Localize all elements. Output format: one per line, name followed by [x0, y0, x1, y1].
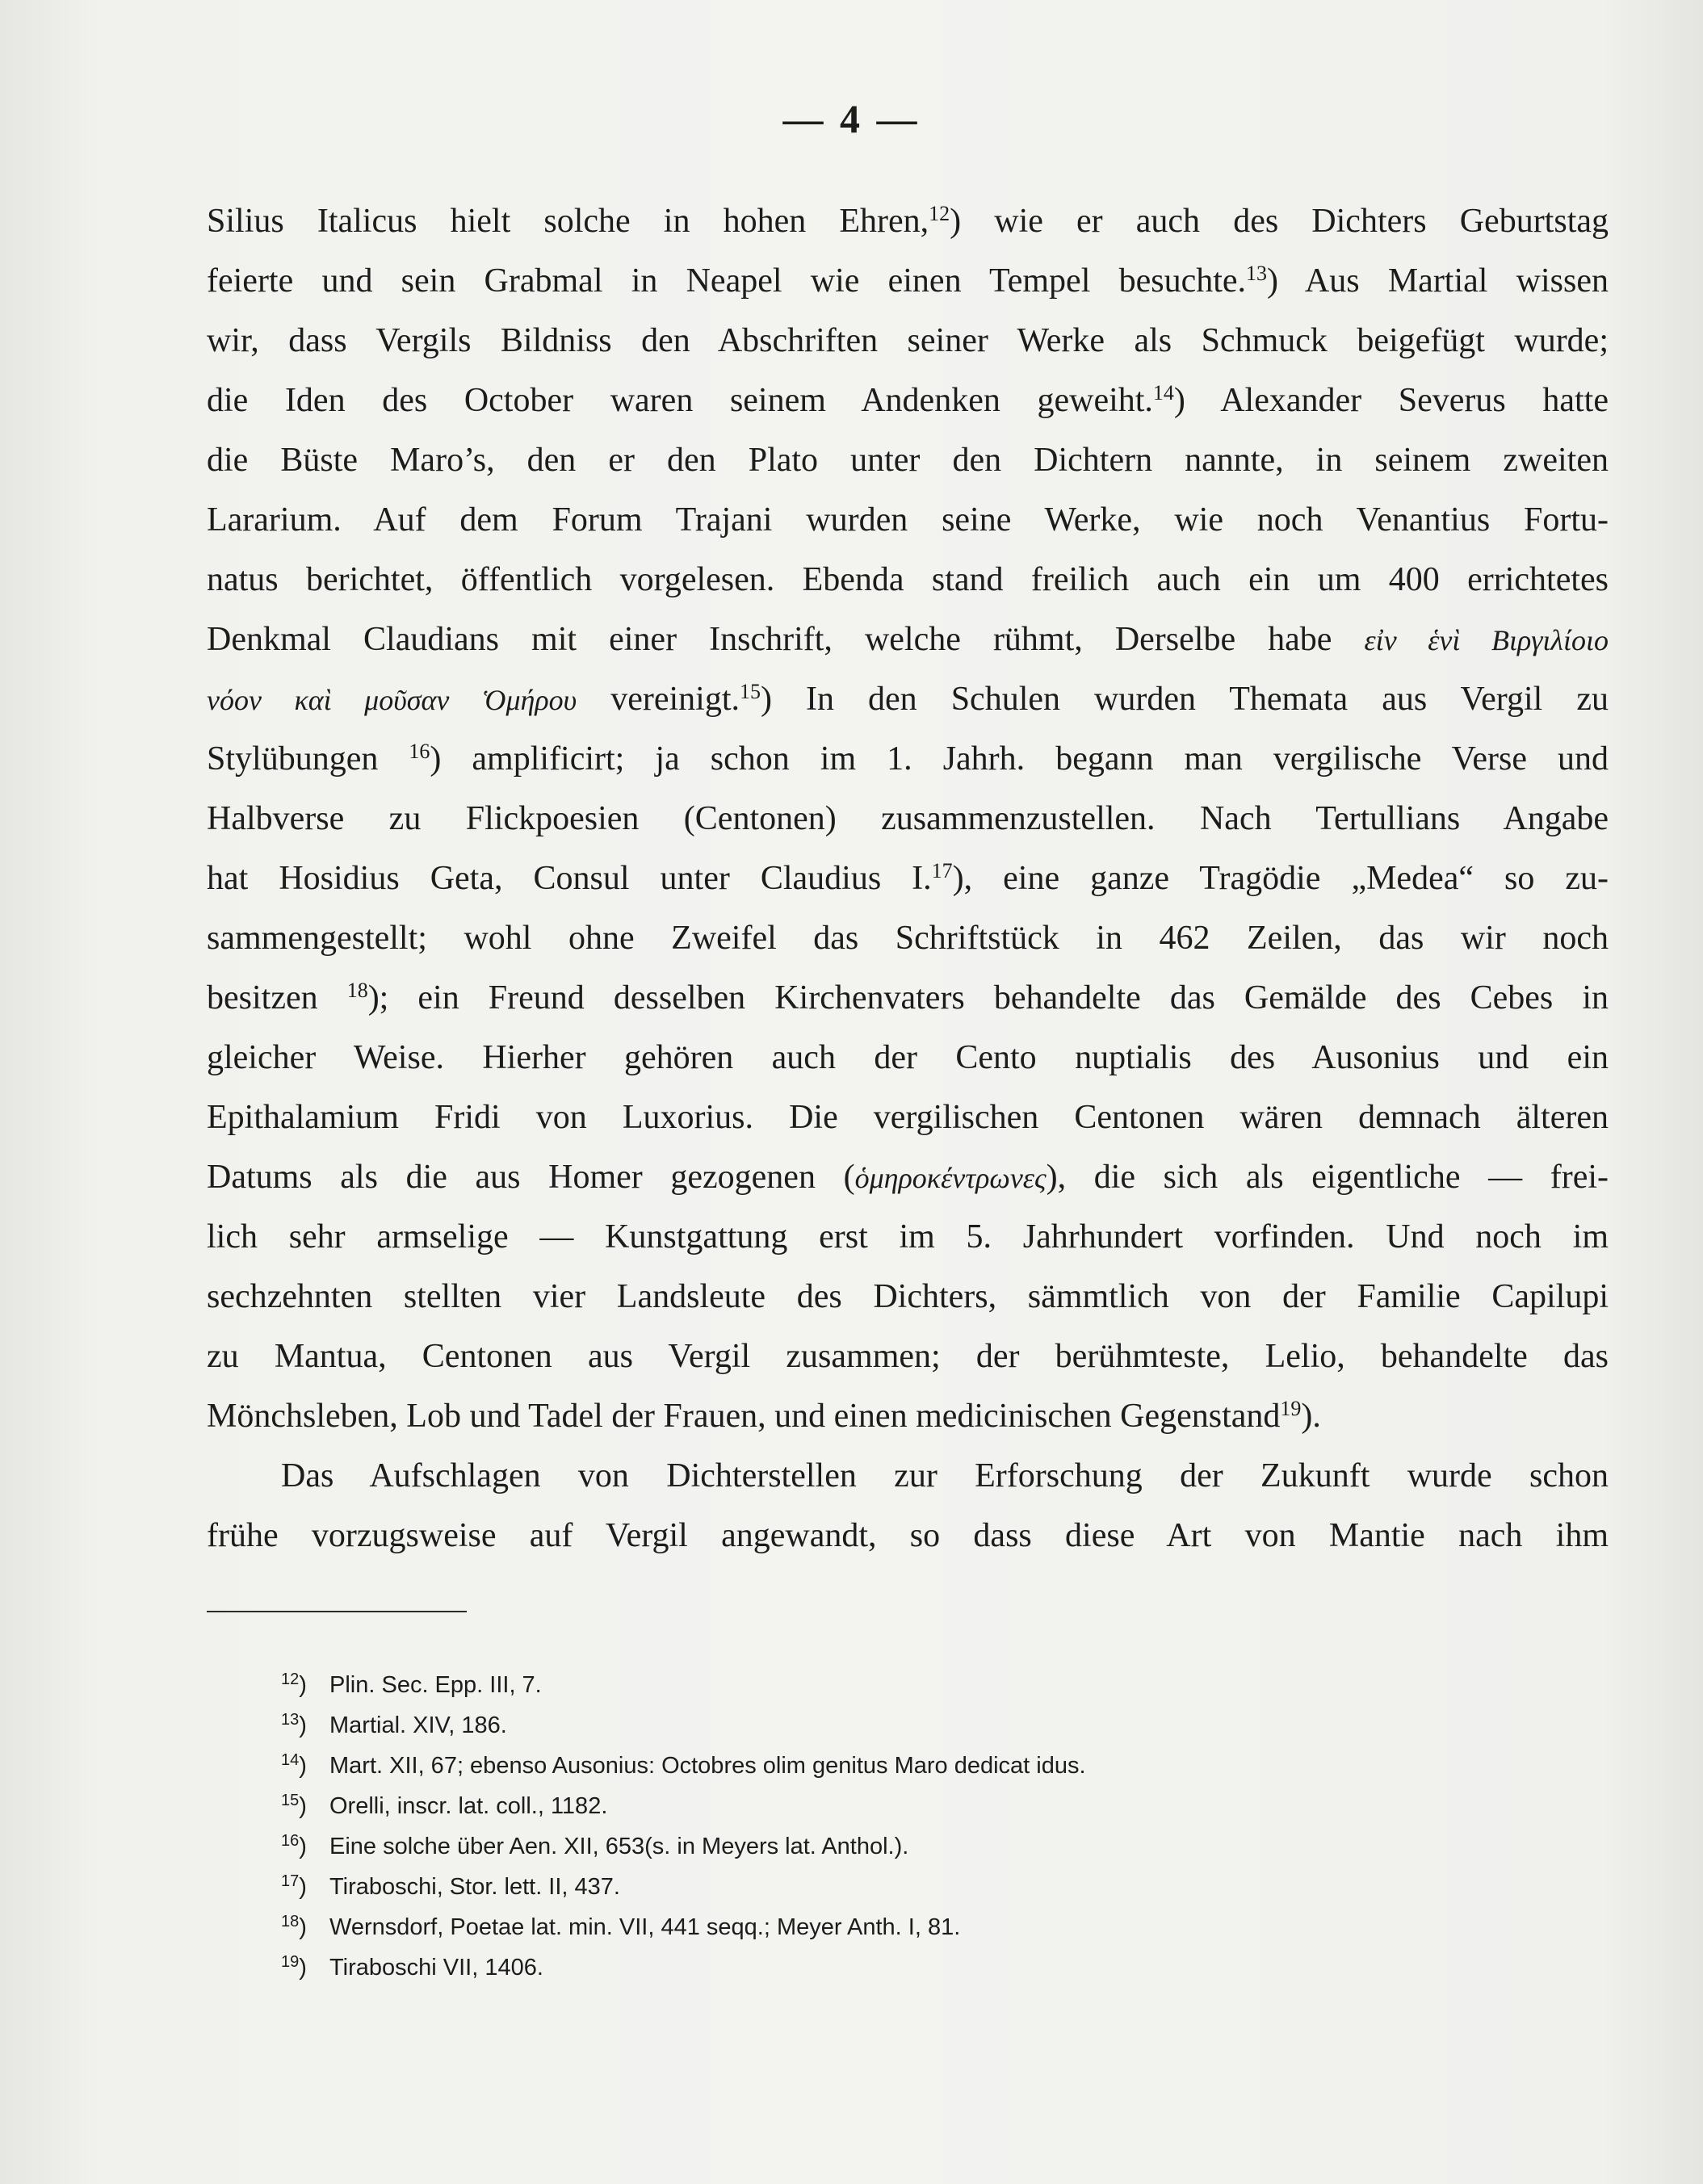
text-line: lich sehr armselige — Kunstgattung erst im 5. Jahrhundert vorfinden. Und noch im	[207, 1218, 1609, 1255]
footnote-rule	[207, 1611, 467, 1612]
footnote-text: Eine solche über Aen. XII, 653(s. in Meyers lat. Anthol.).	[329, 1834, 909, 1859]
footnote	[281, 1665, 1573, 1705]
footnote-number: $^{12}$)	[281, 1670, 307, 1698]
footnote-number: $^{15}$)	[281, 1792, 307, 1819]
text-line: Silius Italicus hielt solche in hohen Ehren,$^{12}$) wie er auch des Dichters Geburtstag	[207, 202, 1609, 240]
text-line: hat Hosidius Geta, Consul unter Claudius I.$^{17}$), eine ganze Tragödie „Medea“ so zu-	[207, 859, 1609, 897]
footnote	[281, 1907, 1573, 1947]
footnote-number: $^{17}$)	[281, 1872, 307, 1900]
text-line: Stylübungen $^{16}$) amplificirt; ja schon im 1. Jahrh. begann man vergilische Verse und	[207, 740, 1609, 778]
greek-quote: εἰν ἑνὶ Βιργιλίοιο	[1364, 624, 1609, 656]
footnote-number: $^{13}$)	[281, 1711, 307, 1738]
footnote-ref: 18	[346, 979, 368, 1002]
footnote-text: Orelli, inscr. lat. coll., 1182.	[329, 1793, 608, 1819]
text-line: die Iden des October waren seinem Andenken geweiht.$^{14}$) Alexander Severus hatte	[207, 381, 1609, 419]
footnote	[281, 1826, 1573, 1867]
text-line: Denkmal Claudians mit einer Inschrift, welche rühmt, Derselbe habe εἰν ἑνὶ Βιργιλίοιο	[207, 621, 1609, 658]
text-line: Mönchsleben, Lob und Tadel der Frauen, und einen medicinischen Gegenstand$^{19}$).	[207, 1397, 1321, 1435]
footnote-text: Tiraboschi, Stor. lett. II, 437.	[329, 1874, 620, 1900]
text-line: Datums als die aus Homer gezogenen (ὁμηροκέντρωνες), die sich als eigentliche — frei-	[207, 1159, 1609, 1196]
greek-word: ὁμηροκέντρωνες	[854, 1162, 1047, 1194]
text-line: Halbverse zu Flickpoesien (Centonen) zusammenzustellen. Nach Tertullians Angabe	[207, 800, 1609, 837]
text-line: νόον καὶ μοῦσαν Ὁμήρου vereinigt.$^{15}$) In den Schulen wurden Themata aus Vergil zu	[207, 680, 1609, 718]
footnote-text: Martial. XIV, 186.	[329, 1712, 507, 1738]
footnote-text: Plin. Sec. Epp. III, 7.	[329, 1672, 542, 1698]
footnote-number: $^{14}$)	[281, 1751, 307, 1779]
footnote-ref: 13	[1246, 262, 1268, 285]
footnote	[281, 1746, 1573, 1786]
text-line: natus berichtet, öffentlich vorgelesen. Ebenda stand freilich auch ein um 400 errichtetes	[207, 561, 1609, 598]
footnote	[281, 1786, 1573, 1826]
footnote	[281, 1867, 1573, 1907]
footnote-number: $^{19}$)	[281, 1953, 307, 1981]
text-line: besitzen $^{18}$); ein Freund desselben Kirchenvaters behandelte das Gemälde des Cebes in	[207, 979, 1609, 1017]
footnote	[281, 1705, 1573, 1746]
footnote-ref: 16	[409, 740, 430, 763]
footnote-text: Tiraboschi VII, 1406.	[329, 1955, 543, 1981]
footnote-ref: 15	[740, 680, 761, 703]
footnotes	[281, 1665, 1573, 1988]
body-text	[207, 191, 1609, 1566]
footnote-text: Mart. XII, 67; ebenso Ausonius: Octobres olim genitus Maro dedicat idus.	[329, 1753, 1086, 1779]
footnote-ref: 19	[1280, 1397, 1302, 1420]
text-line: feierte und sein Grabmal in Neapel wie einen Tempel besuchte.$^{13}$) Aus Martial wissen	[207, 262, 1609, 300]
footnote-ref: 14	[1152, 381, 1174, 405]
footnote-number: $^{16}$)	[281, 1832, 307, 1859]
footnote-ref: 12	[929, 202, 950, 225]
text-line: Das Aufschlagen von Dichterstellen zur Erforschung der Zukunft wurde schon	[281, 1457, 1609, 1494]
footnote-number: $^{18}$)	[281, 1913, 307, 1940]
text-line: zu Mantua, Centonen aus Vergil zusammen; der berühmteste, Lelio, behandelte das	[207, 1338, 1609, 1375]
greek-quote: νόον καὶ μοῦσαν Ὁμήρου	[207, 684, 577, 716]
page-number: — 4 —	[782, 96, 921, 141]
text-line: sammengestellt; wohl ohne Zweifel das Schriftstück in 462 Zeilen, das wir noch	[207, 920, 1609, 957]
footnote-text: Wernsdorf, Poetae lat. min. VII, 441 seqq.; Meyer Anth. I, 81.	[329, 1914, 961, 1940]
text-line: Epithalamium Fridi von Luxorius. Die vergilischen Centonen wären demnach älteren	[207, 1099, 1609, 1136]
footnote	[281, 1947, 1573, 1988]
text-line: Lararium. Auf dem Forum Trajani wurden seine Werke, wie noch Venantius Fortu-	[207, 501, 1609, 539]
text-line: frühe vorzugsweise auf Vergil angewandt, so dass diese Art von Mantie nach ihm	[207, 1517, 1609, 1554]
text-line: die Büste Maro’s, den er den Plato unter den Dichtern nannte, in seinem zweiten	[207, 442, 1609, 479]
text-line: gleicher Weise. Hierher gehören auch der Cento nuptialis des Ausonius und ein	[207, 1039, 1609, 1076]
footnote-ref: 17	[931, 859, 953, 882]
text-line: wir, dass Vergils Bildniss den Abschriften seiner Werke als Schmuck beigefügt wurde;	[207, 322, 1609, 359]
text-line: sechzehnten stellten vier Landsleute des Dichters, sämmtlich von der Familie Capilupi	[207, 1278, 1609, 1315]
